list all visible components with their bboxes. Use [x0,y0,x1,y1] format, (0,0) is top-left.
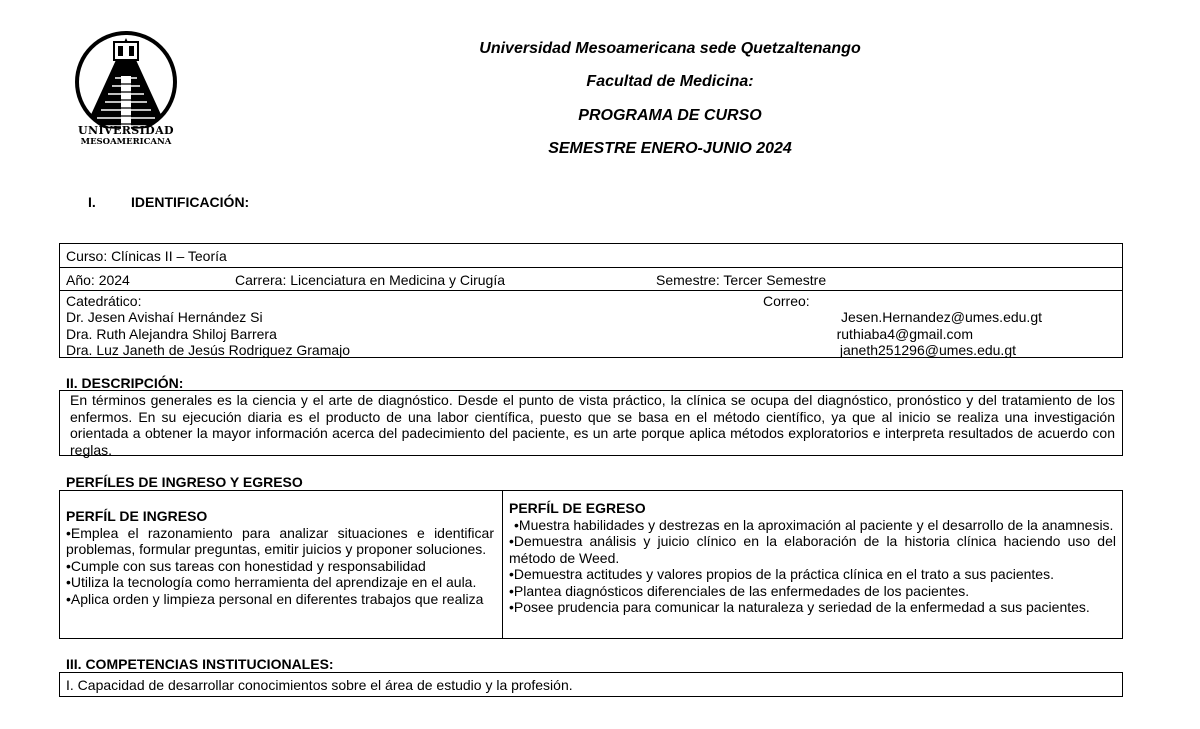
document-title: PROGRAMA DE CURSO [578,107,762,124]
course-row [60,244,1122,268]
ingreso-item: •Utiliza la tecnología como herramienta del aprendizaje en el aula. [66,574,477,590]
egreso-item: •Demuestra análisis y juicio clínico en la elaboración de la historia clínica haciendo uso del método de Weed. [509,533,1116,566]
section-number: I. [88,194,96,210]
svg-text:MESOAMERICANA: MESOAMERICANA [80,137,172,147]
competencies-heading: III. COMPETENCIAS INSTITUCIONALES: [66,656,334,672]
career-value: Carrera: Licenciatura en Medicina y Cirugía [235,272,506,288]
egreso-item: •Demuestra actitudes y valores propios de la práctica clínica en el trato a sus pacientes. [509,566,1054,582]
professor-email: ruthiaba4@gmail.com [836,326,973,342]
professor-name: Dra. Luz Janeth de Jesús Rodriguez Gramajo [66,342,351,358]
email-label: Correo: [763,293,810,309]
course-value: Curso: Clínicas II – Teoría [66,248,227,264]
university-logo [66,30,186,148]
professor-email: janeth251296@umes.edu.gt [839,342,1016,358]
year-career-row [60,268,1122,291]
ingreso-item: •Emplea el razonamiento para analizar situaciones e identificar problemas, formular preguntas, emitir juicios y proponer soluciones. [66,524,494,557]
year-value: Año: 2024 [66,272,130,288]
competency-item: I. Capacidad de desarrollar conocimientos sobre el área de estudio y la profesión. [66,677,573,693]
egreso-profile [509,500,1116,616]
egreso-item: •Plantea diagnósticos diferenciales de las enfermedades de los pacientes. [509,582,970,599]
identification-table [59,243,1123,358]
university-name: Universidad Mesoamericana sede Quetzaltenango [479,40,861,57]
description-box [59,390,1123,456]
semester-value: Semestre: Tercer Semestre [656,272,827,288]
description-heading: II. DESCRIPCIÓN: [66,375,184,391]
ingreso-item: •Cumple con sus tareas con honestidad y responsabilidad [66,557,426,574]
egreso-title: PERFÍL DE EGRESO [509,500,646,516]
svg-text:UNIVERSIDAD: UNIVERSIDAD [78,124,174,137]
ingreso-title: PERFÍL DE INGRESO [66,508,208,524]
egreso-item: •Posee prudencia para comunicar la naturaleza y seriedad de la enfermedad a sus pacientes. [509,599,1090,615]
professor-name: Dra. Ruth Alejandra Shiloj Barrera [66,326,277,342]
competencies-box [59,672,1123,697]
column-divider [502,491,503,638]
professors-label: Catedrático: [66,293,142,309]
professor-name: Dr. Jesen Avishaí Hernández Si [66,309,263,325]
identification-heading: IDENTIFICACIÓN: [131,194,250,210]
professor-email: Jesen.Hernandez@umes.edu.gt [841,309,1042,325]
description-text: En términos generales es la ciencia y el arte de diagnóstico. Desde el punto de vista práctico, la clínica se ocupa del diagnóstico, pronóstico y del tratamiento de los enfermos. En su ejecución diaria es el producto de una labor científica, puesto que se basa en el método científico, ya que al inicio se realiza una investigación orientada a obtener la mayor información acerca del padecimiento del paciente, es un arte porque aplica métodos exploratorios e interpreta resultados de acuerdo con reglas. [70,392,1115,458]
professors-row [60,291,1122,357]
profiles-heading: PERFÍLES DE INGRESO Y EGRESO [66,474,303,490]
egreso-item: •Muestra habilidades y destrezas en la aproximación al paciente y el desarrollo de la anamnesis. [514,516,1114,533]
faculty-name: Facultad de Medicina: [586,73,754,90]
ingreso-item: •Aplica orden y limpieza personal en diferentes trabajos que realiza [66,590,484,607]
ingreso-profile [66,508,494,607]
profiles-table [59,490,1123,639]
semester-title: SEMESTRE ENERO-JUNIO 2024 [548,140,792,157]
